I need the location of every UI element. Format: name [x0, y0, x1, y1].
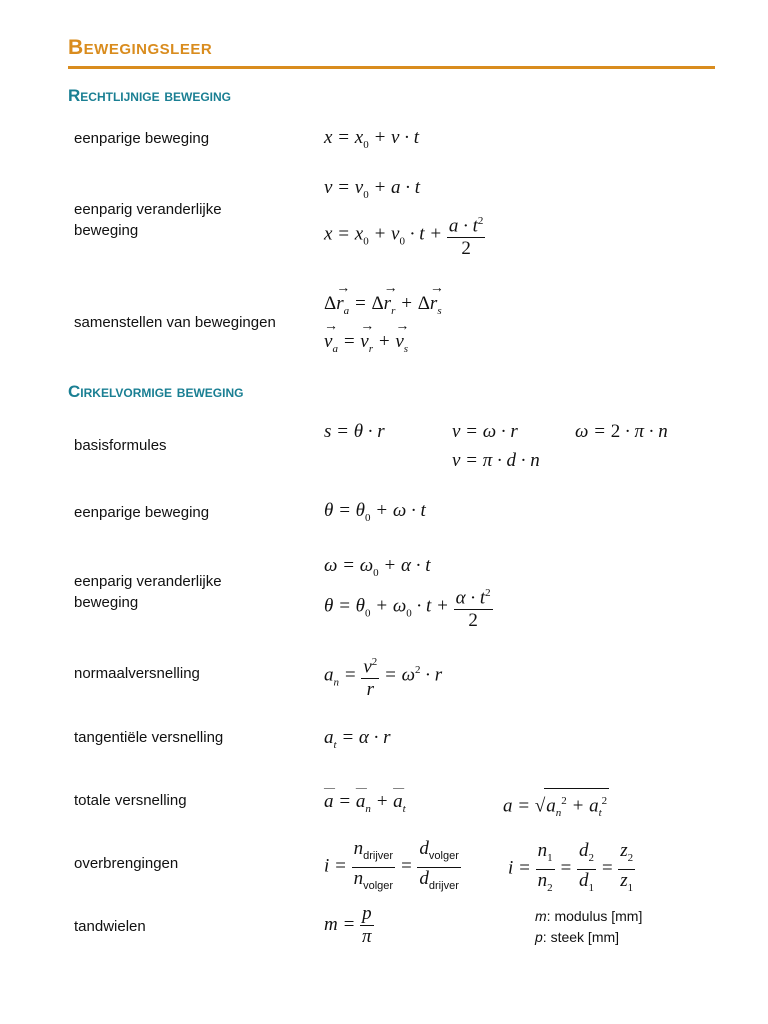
label-r-eenparig: eenparige beweging — [74, 130, 210, 147]
formula-c-totaal-vector: ― a = ― $a_n$ + ― $a_t$ — [324, 790, 406, 821]
note-steek: p: steek [mm] — [535, 929, 620, 945]
formula-r-snelheden: → $v_a$ = → $v_r$ + → $v_s$ — [324, 330, 408, 361]
label-c-eenparig: eenparige beweging — [74, 504, 210, 521]
label-c-basis: basisformules — [74, 437, 167, 454]
formula-c-hoek-t: $\theta = \theta_0 + \omega_0 \cdot t$ + $\frac{\alpha \cdot t^2}{2}$ — [324, 582, 493, 632]
section-heading-cirkelvormig: Cirkelvormige beweging — [68, 382, 244, 401]
formula-c-tangentieel: $a_t = \alpha \cdot r$ — [324, 727, 391, 751]
formula-c-overbrenging-1: i = $\frac{n_{drijver}}{n_{volger}}$ = $\frac{d_{volger}}{d_{drijver}}$ — [324, 838, 459, 892]
formula-c-tandwielen: m = $\frac{p}{\pi}$ — [324, 903, 372, 947]
sub-volger-2: volger — [428, 849, 459, 862]
label-c-totaal: totale versnelling — [74, 792, 187, 809]
formula-r-eenparig: $x = x_0 + v \cdot t$ — [324, 127, 419, 151]
sub-drijver-1: drijver — [363, 849, 394, 862]
formula-r-snelheid: $v = v_0 + a \cdot t$ — [324, 177, 421, 201]
formula-r-verplaatsing: $\Delta\to r_a = \Delta\to r_r + \Delta\to r_s$ — [324, 292, 442, 323]
formula-c-overbrenging-2: i = $\frac{n_1}{n_2}$ = $\frac{d_2}{d_1}$ = $\frac{z_2}{z_1}$ — [508, 840, 634, 894]
formula-c-normaal: $a_n$ = $\frac{v^2}{r}$ = $\omega^2 \cdot r$ — [324, 651, 442, 701]
label-c-veranderlijk: eenparig veranderlijke beweging — [74, 573, 222, 611]
sub-volger-1: volger — [363, 879, 394, 892]
label-c-overbrenging: overbrengingen — [74, 855, 179, 872]
note-modulus: m: modulus [mm] — [535, 908, 643, 924]
label-c-tangentieel: tangentiële versnelling — [74, 729, 224, 746]
page-title: Bewegingsleer — [68, 36, 213, 59]
label-r-veranderlijk: eenparig veranderlijke beweging — [74, 201, 222, 239]
formula-c-hoeksnelheid-t: $\omega = \omega_0 + \alpha \cdot t$ — [324, 555, 431, 579]
formula-c-snelheid: v = ω · r — [452, 421, 518, 442]
formula-c-omtreksnelheid: v = π · d · n — [452, 450, 540, 471]
label-c-normaal: normaalversnelling — [74, 665, 200, 682]
label-r-samenstellen: samenstellen van bewegingen — [74, 314, 276, 331]
section-heading-rechtlijnig: Rechtlijnige beweging — [68, 86, 232, 105]
sub-drijver-2: drijver — [428, 879, 459, 892]
formula-c-eenparig: $\theta = \theta_0 + \omega \cdot t$ — [324, 500, 426, 524]
formula-c-booglengte: s = θ · r — [324, 421, 385, 442]
title-rule — [68, 66, 715, 69]
formula-c-totaal-grootte: $a = √a_n^2 + a_t^2$ — [503, 788, 609, 825]
formula-r-positie: $x = x_0 + v_0 \cdot t$ + $\frac{a \cdot t^2}{2}$ — [324, 210, 485, 260]
formula-c-hoeksnelheid: ω = 2 · π · n — [575, 421, 668, 442]
label-c-tandwielen: tandwielen — [74, 918, 146, 935]
